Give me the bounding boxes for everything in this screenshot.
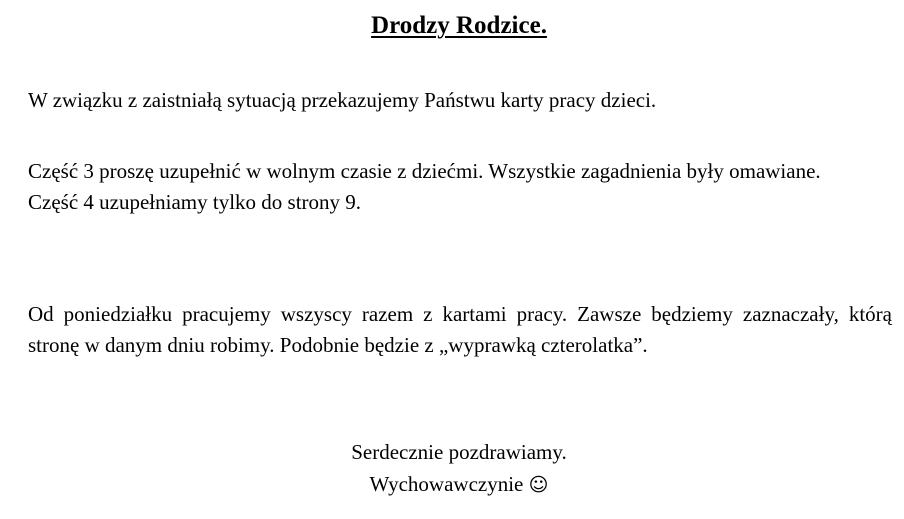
paragraph-part-3: Część 3 proszę uzupełnić w wolnym czasie z dziećmi. Wszystkie zagadnienia były omawiane. xyxy=(28,159,821,183)
paragraph-schedule: Od poniedziałku pracujemy wszyscy razem z kartami pracy. Zawsze będziemy zaznaczały, którą stronę w danym dniu robimy. Podobnie będzie z „wyprawką czterolatka”. xyxy=(28,302,892,357)
closing-greeting: Serdecznie pozdrawiamy. xyxy=(351,440,567,464)
signature-text: Wychowawczynie xyxy=(369,472,524,496)
signature-line xyxy=(0,468,904,501)
paragraph-part-4: Część 4 uzupełniamy tylko do strony 9. xyxy=(28,190,362,214)
smiley-icon: ☺ xyxy=(528,474,549,496)
paragraph-intro: W związku z zaistniałą sytuacją przekazujemy Państwu karty pracy dzieci. xyxy=(28,88,657,112)
letter-title: Drodzy Rodzice. xyxy=(371,12,547,39)
paragraph-worksheets xyxy=(28,156,892,218)
